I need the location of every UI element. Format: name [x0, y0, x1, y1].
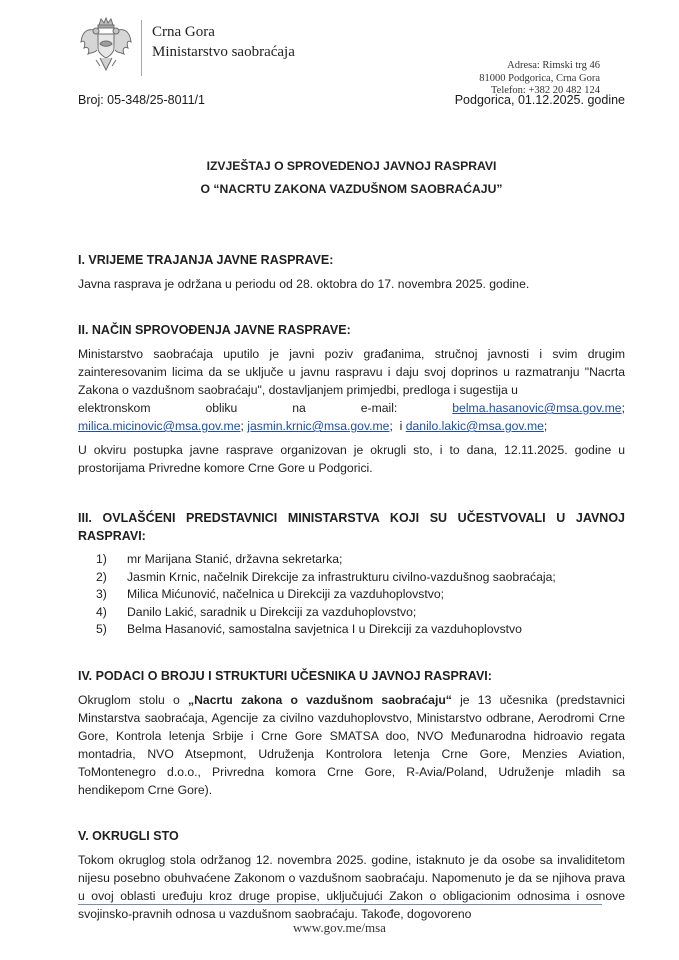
email-intro-word: e-mail:: [360, 401, 398, 415]
section-5-text: Tokom okruglog stola održanog 12. novembra 2025. godine, istaknuto je da osobe sa invaliditetom nijesu posebno obuhvaćene Zakonom o vazdušnom saobraćaju. Napomenuto je da se njihova prava u ovoj oblasti uređuju kroz druge propise, uključujući Zakon o obligacionim odnosima i osnove svojinsko-pravnih odnosa u vazdušnom saobraćaju. Takođe, dogovoreno: [78, 852, 625, 921]
email-intro-word: na: [292, 401, 306, 415]
address-street: Adresa: Rimski trg 46: [507, 60, 600, 71]
section-5-heading: V. OKRUGLI STO: [78, 828, 179, 843]
place-date: Podgorica, 01.12.2025. godine: [454, 93, 625, 107]
email-link-milica[interactable]: milica.micinovic@msa.gov.me: [78, 419, 241, 433]
section-1: [78, 251, 625, 293]
email-link-belma[interactable]: belma.hasanovic@msa.gov.me: [452, 401, 622, 415]
list-item: 2) Jasmin Krnic, načelnik Direkcije za infrastrukturu civilno-vazdušnog saobraćaja;: [96, 569, 556, 584]
document-meta: [78, 93, 625, 107]
section-2-roundtable-text: U okviru postupka javne rasprave organizovan je okrugli sto, i to dana, 12.11.2025. godine u prostorijama Privredne komore Crne Gore u Podgorici.: [78, 443, 625, 475]
email-intro-line: [78, 399, 625, 417]
email-intro-word: elektronskom: [78, 401, 151, 415]
ministry-name: Ministarstvo saobraćaja: [152, 44, 295, 60]
section-1-heading: I. VRIJEME TRAJANJA JAVNE RASPRAVE:: [78, 253, 334, 267]
country-name: Crna Gora: [152, 24, 215, 40]
section-2-text: Ministarstvo saobraćaja uputilo je javni poziv građanima, stručnoj javnosti i svim drugim zainteresovanim licima da se uključe u javnu raspravu i daju svoj doprinos u razmatranju "Nacrta Zakona o vazdušnom saobraćaju", dostavljanjem primjedbi, predloga i sugestija u: [78, 347, 625, 397]
contact-address: [479, 60, 600, 98]
section-1-text: Javna rasprava je održana u periodu od 28. oktobra do 17. novembra 2025. godine.: [78, 277, 530, 291]
reference-number: Broj: 05-348/25-8011/1: [78, 93, 205, 107]
email-link-wrapper: belma.hasanovic@msa.gov.me;: [452, 401, 625, 415]
email-list-line: milica.micinovic@msa.gov.me; jasmin.krnic@msa.gov.me; i danilo.lakic@msa.gov.me;: [78, 419, 548, 433]
representatives-list: [78, 551, 625, 639]
email-intro-word: obliku: [205, 401, 238, 415]
email-link-jasmin[interactable]: jasmin.krnic@msa.gov.me: [247, 419, 390, 433]
email-link-danilo[interactable]: danilo.lakic@msa.gov.me: [405, 419, 544, 433]
footer-website: www.gov.me/msa: [293, 920, 386, 935]
address-phone: Telefon: +382 20 482 124: [490, 85, 600, 96]
section-2-heading: II. NAČIN SPROVOĐENJA JAVNE RASPRAVE:: [78, 323, 351, 337]
title-line-1: IZVJEŠTAJ O SPROVEDENOJ JAVNOJ RASPRAVI: [206, 159, 497, 173]
section-5: [78, 827, 625, 923]
section-3-heading: III. OVLAŠĆENI PREDSTAVNICI MINISTARSTVA KOJI SU UČESTVOVALI U JAVNOJ RASPRAVI:: [78, 511, 625, 543]
document-body: [78, 251, 625, 923]
list-item: 1) mr Marijana Stanić, državna sekretarka;: [96, 552, 343, 566]
list-item: 5) Belma Hasanović, samostalna savjetnica I u Direkciji za vazduhoplovstvo: [96, 622, 522, 636]
footer-rule: [78, 904, 602, 905]
section-4-text: Okruglom stolu o „Nacrtu zakona o vazdušnom saobraćaju“ je 13 učesnika (predstavnici Minstarstva saobraćaja, Agencije za civilno vazduhoplovstvo, Ministarstvo odbrane, Aerodromi Crne Gore, Kontrola letenja Srbije i Crne Gore SMATSA doo, NVO Međunarodna hidroavio regata montadria, NVO Atsepmont, Udruženja Kontrolora letenja Crne Gore, Menzies Aviation, ToMontenegro d.o.o., Privredna komora Crne Gore, R-Avia/Poland, Udruženje mladih sa hendikepom Crne Gore).: [78, 692, 625, 797]
organization-name: [152, 22, 295, 62]
section-4-heading: IV. PODACI O BROJU I STRUKTURI UČESNIKA U JAVNOJ RASPRAVI:: [78, 668, 492, 683]
letterhead: [78, 14, 638, 96]
montenegro-coat-of-arms-icon: [78, 16, 134, 76]
list-item: 3) Milica Mićunović, načelnica u Direkciji za vazduhoplovstvo;: [96, 587, 445, 601]
address-city: 81000 Podgorica, Crna Gora: [479, 72, 600, 84]
section-2: [78, 321, 625, 477]
draft-law-name: „Nacrtu zakona o vazdušnom saobraćaju“: [188, 692, 452, 707]
list-item: 4) Danilo Lakić, saradnik u Direkciji za vazduhoplovstvo;: [96, 604, 417, 619]
title-line-2: O “NACRTU ZAKONA VAZDUŠNOM SAOBRAĆAJU”: [200, 182, 503, 196]
document-title: [78, 155, 625, 201]
header-divider: [141, 20, 142, 76]
section-3: [78, 509, 625, 639]
email-connector: i: [399, 419, 403, 433]
section-4: [78, 667, 625, 799]
